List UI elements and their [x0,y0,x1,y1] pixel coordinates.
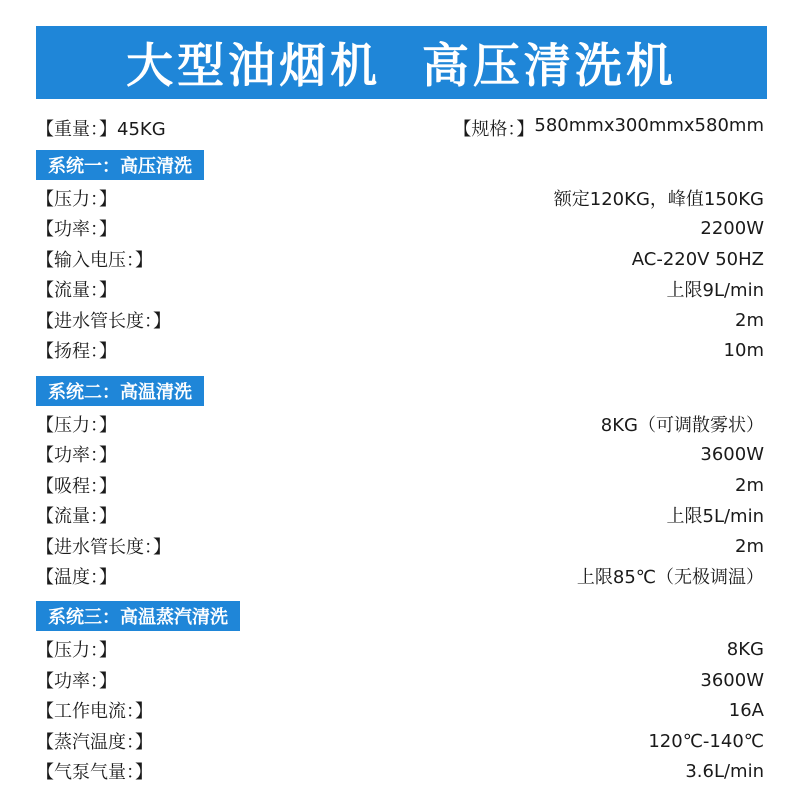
spec-row [36,213,764,243]
spec-row [36,634,764,664]
spec-value: 上限85℃（无极调温） [576,567,764,588]
spec-row [36,531,764,561]
spec-value: 8KG [726,638,764,660]
spec-row [36,756,764,786]
spec-value: 2m [735,535,764,557]
spec-label: 【吸程：】 [36,476,117,497]
spec-label: 【功率：】 [36,445,117,466]
spec-label: 【蒸汽温度：】 [36,732,153,753]
size-label: 【规格：】 [453,119,535,140]
summary-row [36,113,764,143]
size-value: 580mmx300mmx580mm [534,115,764,136]
spec-row [36,244,764,274]
spec-row [36,695,764,725]
spec-row [36,500,764,530]
spec-label: 【压力：】 [36,415,117,436]
spec-label: 【压力：】 [36,189,117,210]
spec-label: 【压力：】 [36,640,117,661]
section-heading-system-2: 系统二：高温清洗 [36,376,204,406]
spec-value: AC-220V 50HZ [631,248,764,270]
spec-label: 【功率：】 [36,219,117,240]
size-spec [453,115,764,141]
spec-value: 上限9L/min [666,280,764,301]
spec-label: 【进水管长度：】 [36,311,171,332]
spec-label: 【进水管长度：】 [36,537,171,558]
spec-value: 16A [728,699,764,721]
spec-value: 额定120KG，峰值150KG [553,189,764,210]
spec-label: 【气泵气量：】 [36,762,153,783]
spec-row [36,439,764,469]
spec-label: 【功率：】 [36,671,117,692]
page-title: 大型油烟机 高压清洗机 [126,39,677,94]
spec-row [36,274,764,304]
spec-value: 3.6L/min [685,760,764,782]
spec-row [36,561,764,591]
weight-value: 45KG [117,119,166,140]
spec-value: 10m [723,339,764,361]
spec-label: 【流量：】 [36,280,117,301]
spec-value: 2m [735,474,764,496]
title-banner [36,26,767,99]
weight-spec [36,115,166,141]
spec-label: 【温度：】 [36,567,117,588]
spec-label: 【输入电压：】 [36,250,153,271]
spec-row [36,665,764,695]
section-heading-system-1: 系统一：高压清洗 [36,150,204,180]
spec-label: 【扬程：】 [36,341,117,362]
spec-row [36,335,764,365]
spec-row [36,726,764,756]
spec-value: 3600W [700,443,764,465]
spec-row [36,183,764,213]
weight-label: 【重量：】 [36,119,117,140]
spec-label: 【工作电流：】 [36,701,153,722]
section-heading-system-3: 系统三：高温蒸汽清洗 [36,601,240,631]
spec-row [36,409,764,439]
spec-value: 上限5L/min [666,506,764,527]
spec-label: 【流量：】 [36,506,117,527]
spec-row [36,305,764,335]
spec-value: 120℃-140℃ [648,730,764,752]
spec-value: 3600W [700,669,764,691]
spec-value: 2200W [700,217,764,239]
spec-row [36,470,764,500]
spec-value: 2m [735,309,764,331]
spec-value: 8KG（可调散雾状） [600,415,764,436]
